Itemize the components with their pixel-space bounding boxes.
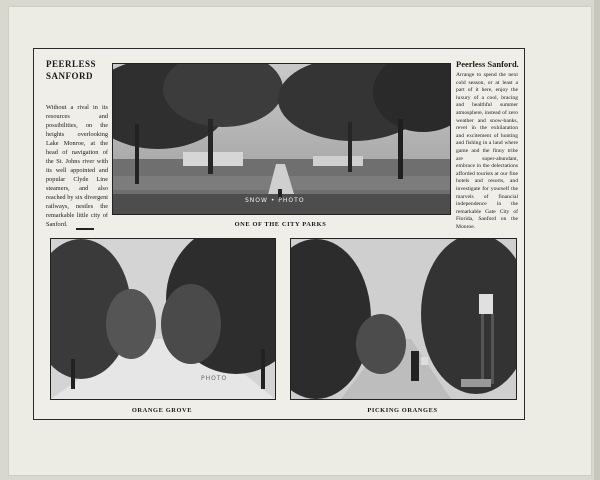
- intro-divider: [76, 228, 94, 230]
- city-park-illustration: [113, 64, 450, 214]
- orange-grove-caption: ORANGE GROVE: [131, 407, 193, 414]
- picking-oranges-photo: [290, 238, 517, 400]
- intro-title-line1: PEERLESS: [46, 59, 97, 69]
- city-park-photo: [112, 63, 451, 215]
- intro-title: [46, 58, 110, 82]
- orange-grove-illustration: [51, 239, 275, 399]
- photo-watermark: SNOW • PHOTO: [245, 197, 305, 204]
- intro-body-text: Without a rival in its resources and possibilities, on the heights overlooking Lake Monroe, at the head of navigation of the St. Johns river with its well appointed and popular Clyde Line steamers, and also reached by six divergent railways, nestles the remarkable little city of Sanford.: [46, 104, 108, 228]
- photo-watermark: PHOTO: [201, 375, 228, 382]
- picking-oranges-illustration: [291, 239, 516, 399]
- sidebar-title: Peerless Sanford.: [456, 59, 519, 69]
- picking-oranges-caption: PICKING ORANGES: [367, 407, 438, 414]
- sidebar-body-text: Arrange to spend the next cold season, or at least a part of it here, enjoy the luxury of a cool, bracing and healthful summer atmosphere, instead of zero weather and snow-banks, revel in the exhilaration and excitement of hunting and fishing in a land where game and the finny tribe are super-abundant, embrace in the delectations afforded tourists at our fine hotels and resorts, and investigate for yourself the marvels of financial independence in the remarkable Gate City of Florida, Sanford on the Monroe.: [456, 72, 518, 230]
- intro-title-line2: SANFORD: [46, 71, 94, 81]
- orange-grove-photo: [50, 238, 276, 400]
- city-park-caption: ONE OF THE CITY PARKS: [234, 221, 327, 228]
- page-edge: [594, 0, 600, 480]
